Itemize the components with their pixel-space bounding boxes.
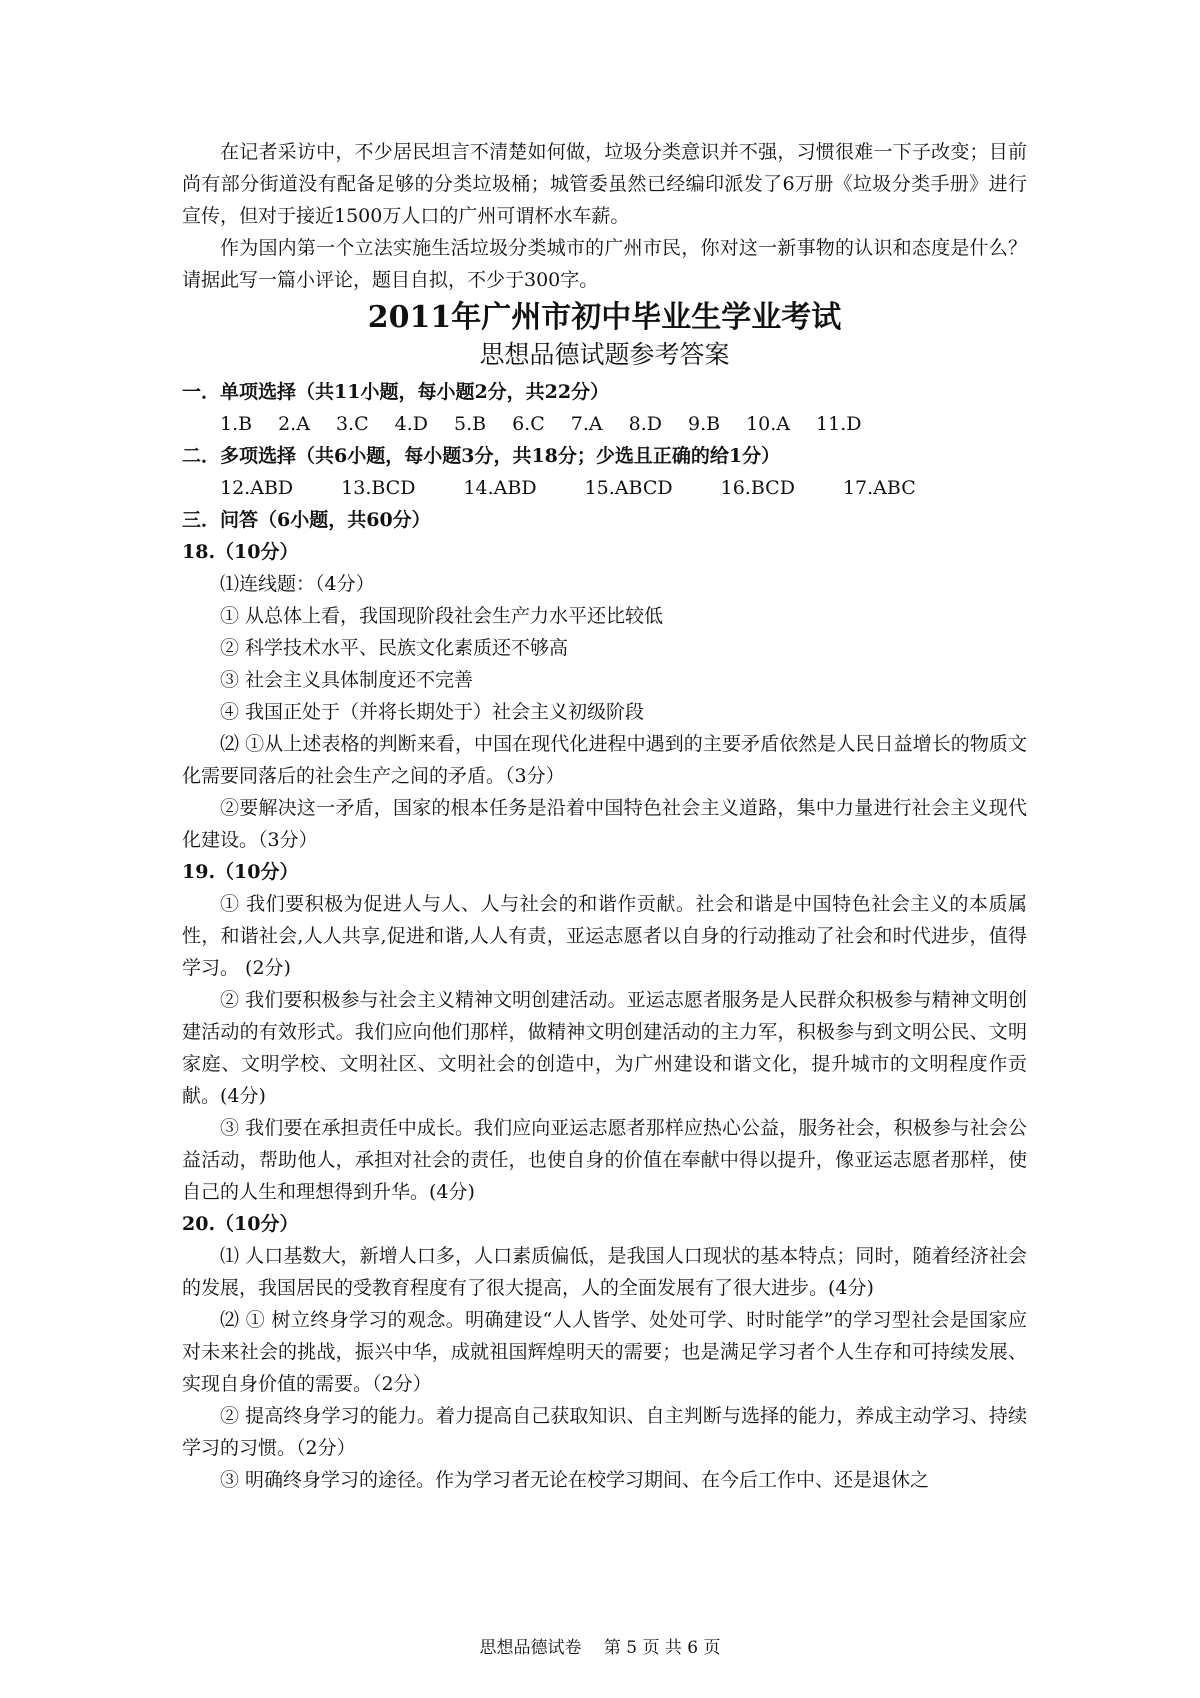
answer: 17.ABC — [842, 477, 916, 499]
q19-heading: 19.（10分） — [182, 861, 299, 883]
q20-paragraph-4: ③ 明确终身学习的途径。作为学习者无论在校学习期间、在今后工作中、还是退休之 — [220, 1469, 930, 1491]
answer: 8.D — [628, 413, 662, 435]
q18-part2-a: ⑵ ①从上述表格的判断来看，中国在现代化进程中遇到的主要矛盾依然是人民日益增长的物质文化需要同落后的社会生产之间的矛盾。（3分） — [182, 733, 1027, 787]
q19-paragraph-3: ③ 我们要在承担责任中成长。我们应向亚运志愿者那样应热心公益，服务社会，积极参与社会公益活动，帮助他人，承担对社会的责任，也使自身的价值在奉献中得以提升，像亚运志愿者那样，使自己的人生和理想得到升华。(4分) — [182, 1117, 1027, 1203]
answer: 10.A — [746, 413, 791, 435]
answer: 12.ABD — [220, 477, 294, 499]
q18-part1: ⑴连线题：（4分） — [220, 573, 375, 595]
document-title: 2011年广州市初中毕业生学业考试 — [367, 300, 842, 335]
section3-heading: 三．问答（6小题，共60分） — [182, 509, 431, 531]
section1-answers — [182, 408, 1027, 440]
q18-item-4: ④ 我国正处于（并将长期处于）社会主义初级阶段 — [220, 701, 645, 723]
q20-paragraph-3: ② 提高终身学习的能力。着力提高自己获取知识、自主判断与选择的能力，养成主动学习、持续学习的习惯。（2分） — [182, 1405, 1027, 1459]
page-footer: 思想品德试卷 第 5 页 共 6 页 — [479, 1638, 721, 1658]
intro-paragraph-1: 在记者采访中，不少居民坦言不清楚如何做，垃圾分类意识并不强，习惯很难一下子改变；目前尚有部分街道没有配备足够的分类垃圾桶；城管委虽然已经编印派发了6万册《垃圾分类手册》进行宣传，但对于接近1500万人口的广州可谓杯水车薪。 — [182, 141, 1027, 227]
q18-item-2: ② 科学技术水平、民族文化素质还不够高 — [220, 637, 569, 659]
answer: 13.BCD — [341, 477, 416, 499]
q18-item-3: ③ 社会主义具体制度还不完善 — [220, 669, 474, 691]
answer: 5.B — [454, 413, 487, 435]
q20-paragraph-1: ⑴ 人口基数大，新增人口多，人口素质偏低，是我国人口现状的基本特点；同时，随着经济社会的发展，我国居民的受教育程度有了很大提高，人的全面发展有了很大进步。(4分) — [182, 1245, 1027, 1299]
answer: 16.BCD — [720, 477, 795, 499]
answer: 4.D — [394, 413, 428, 435]
answer: 7.A — [570, 413, 603, 435]
answer: 14.ABD — [463, 477, 537, 499]
answer: 3.C — [335, 413, 369, 435]
answer: 15.ABCD — [584, 477, 673, 499]
document-subtitle: 思想品德试题参考答案 — [479, 340, 730, 369]
page-content — [182, 136, 1027, 1496]
q19-paragraph-2: ② 我们要积极参与社会主义精神文明创建活动。亚运志愿者服务是人民群众积极参与精神文明创建活动的有效形式。我们应向他们那样，做精神文明创建活动的主力军，积极参与到文明公民、文明家庭、文明学校、文明社区、文明社会的创造中，为广州建设和谐文化，提升城市的文明程度作贡献。(4分) — [182, 989, 1027, 1107]
q20-paragraph-2: ⑵ ① 树立终身学习的观念。明确建设“人人皆学、处处可学、时时能学”的学习型社会是国家应对未来社会的挑战，振兴中华，成就祖国辉煌明天的需要；也是满足学习者个人生存和可持续发展、实现自身价值的需要。（2分） — [182, 1309, 1027, 1395]
intro-paragraph-2: 作为国内第一个立法实施生活垃圾分类城市的广州市民，你对这一新事物的认识和态度是什么？请据此写一篇小评论，题目自拟，不少于300字。 — [182, 237, 1027, 291]
answer: 1.B — [220, 413, 253, 435]
q18-heading: 18.（10分） — [182, 541, 299, 563]
answer: 6.C — [512, 413, 545, 435]
section2-answers — [182, 472, 1027, 504]
section1-heading: 一．单项选择（共11小题，每小题2分，共22分） — [182, 381, 610, 403]
section2-heading: 二．多项选择（共6小题，每小题3分，共18分；少选且正确的给1分） — [182, 445, 781, 467]
q18-item-1: ① 从总体上看，我国现阶段社会生产力水平还比较低 — [220, 605, 664, 627]
answer: 9.B — [688, 413, 721, 435]
q18-part2-b: ②要解决这一矛盾，国家的根本任务是沿着中国特色社会主义道路，集中力量进行社会主义现代化建设。（3分） — [182, 797, 1027, 851]
q20-heading: 20.（10分） — [182, 1213, 299, 1235]
q19-paragraph-1: ① 我们要积极为促进人与人、人与社会的和谐作贡献。社会和谐是中国特色社会主义的本质属性，和谐社会,人人共享,促进和谐,人人有责，亚运志愿者以自身的行动推动了社会和时代进步，值得学习。 (2分) — [182, 893, 1027, 979]
answer: 2.A — [278, 413, 310, 435]
answer: 11.D — [816, 413, 862, 435]
